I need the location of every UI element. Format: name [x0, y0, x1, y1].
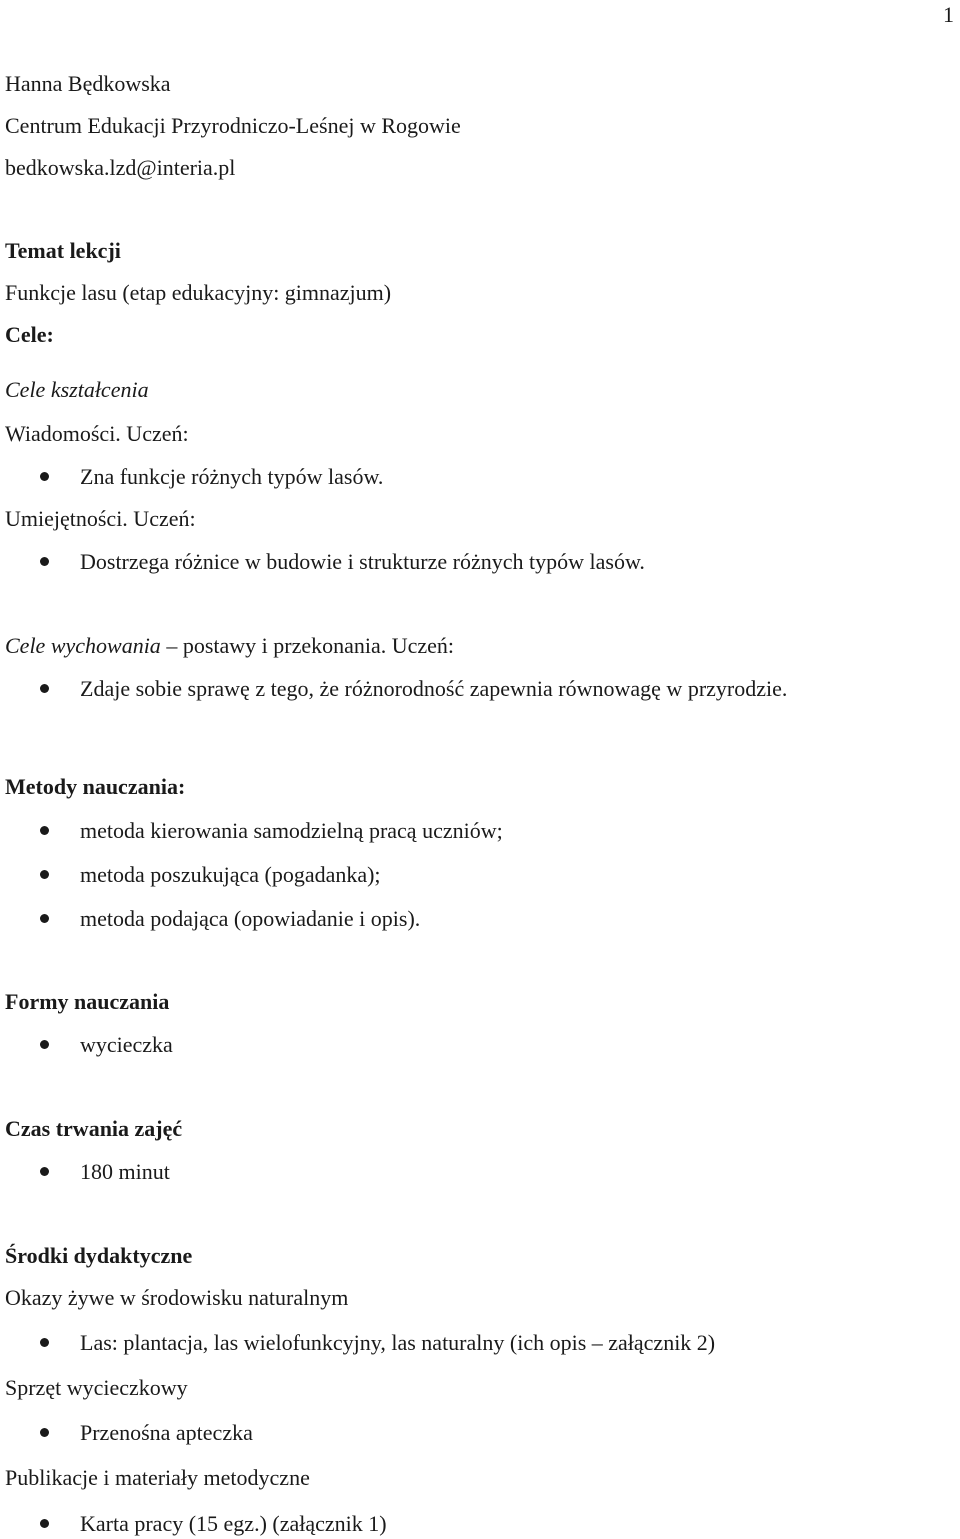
bullet-icon	[40, 1519, 49, 1528]
bullet-icon	[40, 870, 49, 879]
forms-heading: Formy nauczania	[5, 989, 170, 1014]
publications-label: Publikacje i materiały metodyczne	[5, 1465, 310, 1490]
topic-heading: Temat lekcji	[5, 238, 121, 263]
list-item-text: Przenośna apteczka	[80, 1420, 253, 1445]
knowledge-label: Wiadomości. Uczeń:	[5, 421, 189, 446]
list-item-text: Zna funkcje różnych typów lasów.	[80, 464, 384, 489]
live-specimens-label: Okazy żywe w środowisku naturalnym	[5, 1285, 349, 1310]
author-institution: Centrum Edukacji Przyrodniczo-Leśnej w Rogowie	[5, 113, 461, 138]
goals-heading: Cele:	[5, 322, 54, 347]
upbringing-goals-line	[5, 633, 454, 659]
list-item-text: Zdaje sobie sprawę z tego, że różnorodność zapewnia równowagę w przyrodzie.	[80, 676, 788, 701]
bullet-icon	[40, 914, 49, 923]
duration-heading: Czas trwania zajęć	[5, 1116, 183, 1141]
resources-heading: Środki dydaktyczne	[5, 1243, 193, 1268]
list-item-text: 180 minut	[80, 1159, 170, 1184]
list-item-text: Las: plantacja, las wielofunkcyjny, las naturalny (ich opis – załącznik 2)	[80, 1330, 716, 1355]
list-item-text: metoda poszukująca (pogadanka);	[80, 862, 381, 887]
bullet-icon	[40, 557, 49, 566]
bullet-icon	[40, 1428, 49, 1437]
author-name: Hanna Będkowska	[5, 71, 171, 96]
bullet-icon	[40, 472, 49, 481]
bullet-icon	[40, 1040, 49, 1049]
author-email: bedkowska.lzd@interia.pl	[5, 155, 236, 180]
list-item-text: Dostrzega różnice w budowie i strukturze różnych typów lasów.	[80, 549, 645, 574]
page-number: 1	[943, 2, 954, 27]
methods-heading: Metody nauczania:	[5, 774, 186, 799]
bullet-icon	[40, 1167, 49, 1176]
skills-label: Umiejętności. Uczeń:	[5, 506, 196, 531]
education-goals-heading: Cele kształcenia	[5, 377, 149, 402]
list-item-text: metoda podająca (opowiadanie i opis).	[80, 906, 421, 931]
equipment-label: Sprzęt wycieczkowy	[5, 1375, 188, 1400]
bullet-icon	[40, 684, 49, 693]
list-item-text: wycieczka	[80, 1032, 173, 1057]
list-item-text: metoda kierowania samodzielną pracą uczniów;	[80, 818, 503, 843]
upbringing-goals-rest: – postawy i przekonania. Uczeń:	[160, 633, 455, 658]
bullet-icon	[40, 1338, 49, 1347]
bullet-icon	[40, 826, 49, 835]
upbringing-goals-heading: Cele wychowania	[5, 633, 161, 658]
list-item-text: Karta pracy (15 egz.) (załącznik 1)	[80, 1511, 387, 1536]
topic-value: Funkcje lasu (etap edukacyjny: gimnazjum)	[5, 280, 392, 305]
